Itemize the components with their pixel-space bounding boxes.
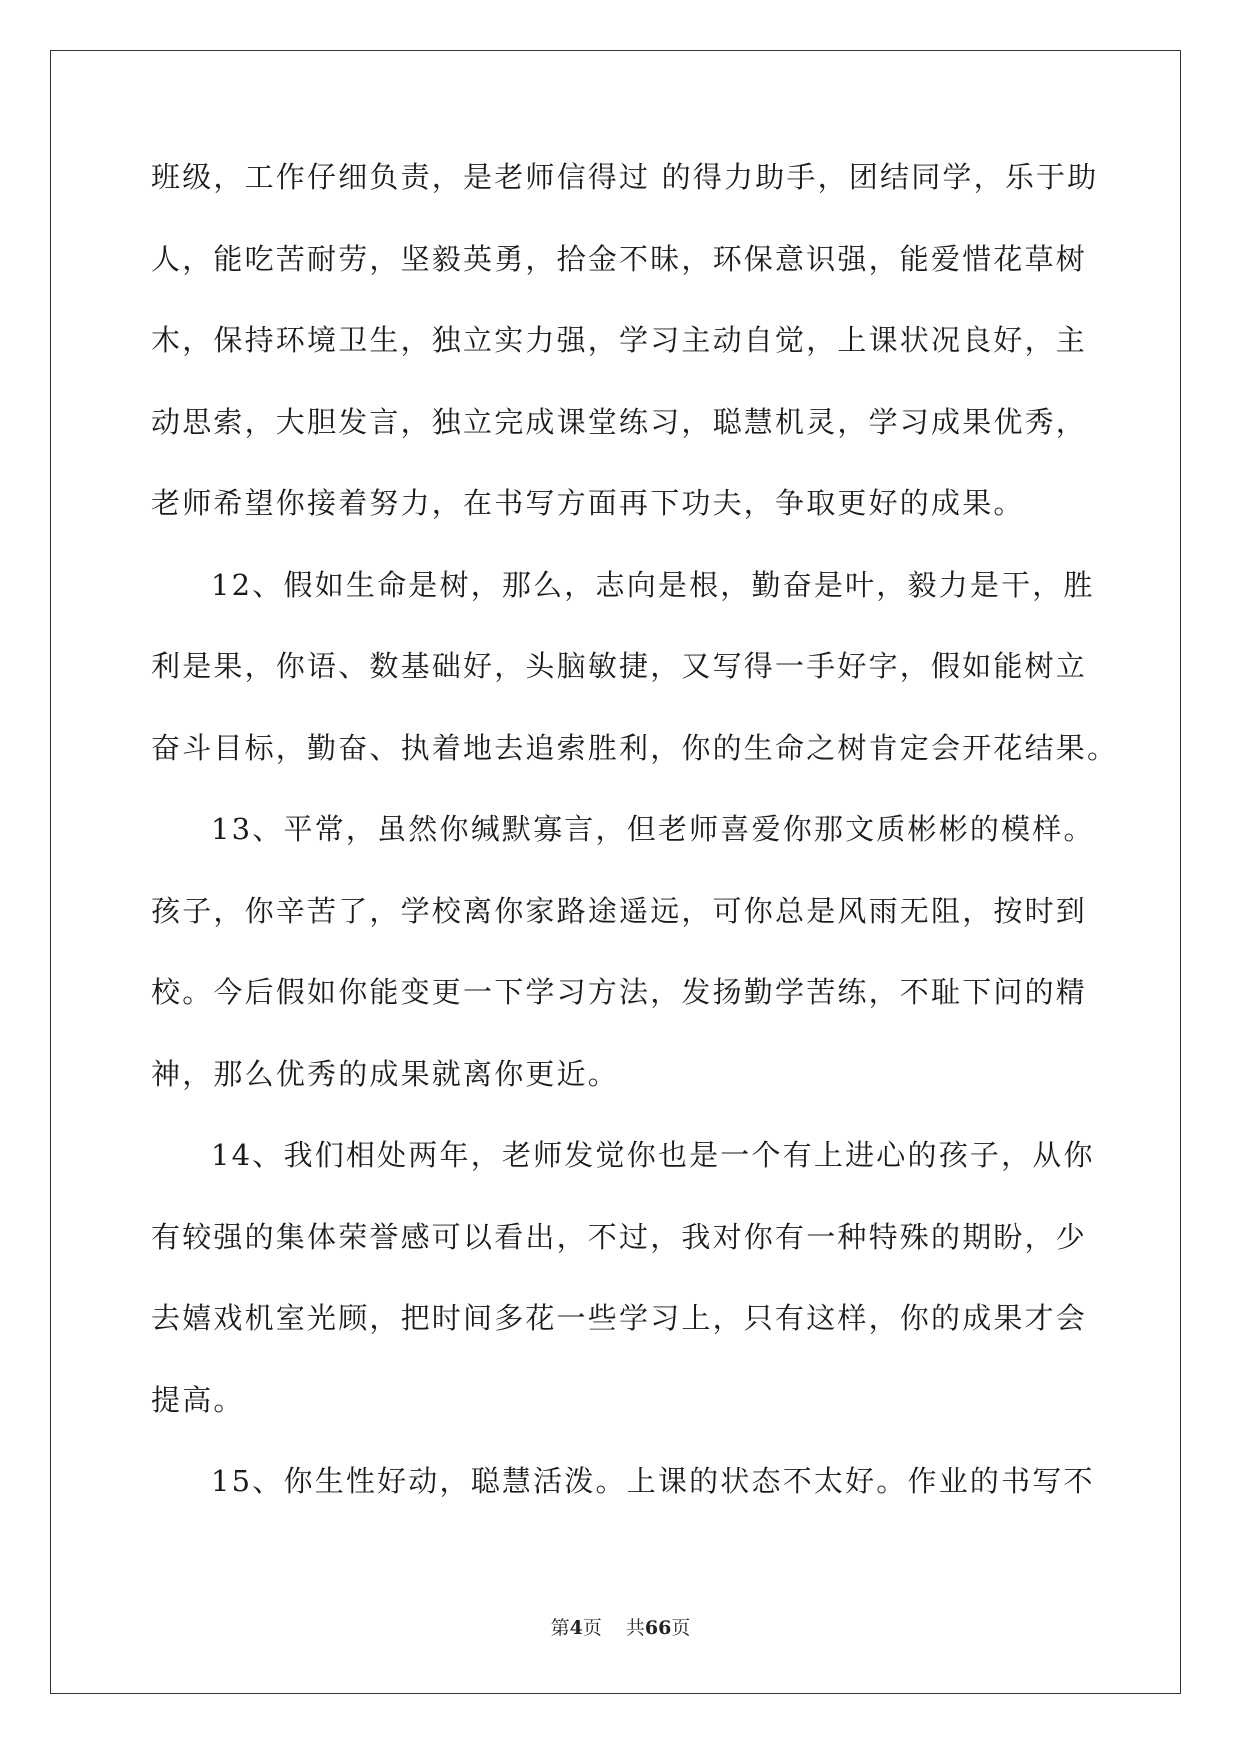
paragraph-start-line: 12、假如生命是树，那么，志向是根，勤奋是叶，毅力是干，胜 xyxy=(211,567,1095,602)
text-line: 有较强的集体荣誉感可以看出，不过，我对你有一种特殊的期盼，少 xyxy=(151,1219,1088,1254)
text-line: 木，保持环境卫生，独立实力强，学习主动自觉，上课状况良好，主 xyxy=(151,323,1088,357)
text-line: 校。今后假如你能变更一下学习方法，发扬勤学苦练，不耻下问的精 xyxy=(151,975,1088,1009)
paragraph-start-line: 14、我们相处两年，老师发觉你也是一个有上进心的孩子，从你 xyxy=(211,1138,1095,1172)
text-line: 人，能吃苦耐劳，坚毅英勇，拾金不昧，环保意识强，能爱惜花草树 xyxy=(151,241,1088,276)
page-total: 66 xyxy=(644,1617,672,1639)
document-body xyxy=(151,160,1119,1548)
paragraph-start-line: 15、你生性好动，聪慧活泼。上课的状态不太好。作业的书写不 xyxy=(211,1464,1095,1498)
page-footer xyxy=(0,1613,1241,1640)
text-line: 提高。 xyxy=(151,1382,245,1417)
text-line: 利是果，你语、数基础好，头脑敏捷，又写得一手好字，假如能树立 xyxy=(151,649,1088,683)
total-prefix: 共 xyxy=(625,1617,645,1639)
page-current: 4 xyxy=(569,1617,583,1639)
text-line: 孩子，你辛苦了，学校离你家路途遥远，可你总是风雨无阻，按时到 xyxy=(151,893,1088,928)
text-line: 动思索，大胆发言，独立完成课堂练习，聪慧机灵，学习成果优秀， xyxy=(151,404,1088,439)
text-line: 老师希望你接着努力，在书写方面再下功夫，争取更好的成果。 xyxy=(151,486,1025,520)
page-prefix: 第 xyxy=(550,1617,570,1639)
text-line: 去嬉戏机室光顾，把时间多花一些学习上，只有这样，你的成果才会 xyxy=(151,1301,1088,1335)
text-line: 奋斗目标，勤奋、执着地去追索胜利，你的生命之树肯定会开花结果。 xyxy=(151,730,1119,765)
total-suffix: 页 xyxy=(671,1617,691,1639)
text-line: 神，那么优秀的成果就离你更近。 xyxy=(151,1056,620,1091)
text-line: 班级，工作仔细负责，是老师信得过 的得力助手，团结同学，乐于助 xyxy=(151,160,1099,194)
page-suffix: 页 xyxy=(582,1617,602,1639)
paragraph-start-line: 13、平常，虽然你缄默寡言，但老师喜爱你那文质彬彬的模样。 xyxy=(211,812,1095,846)
